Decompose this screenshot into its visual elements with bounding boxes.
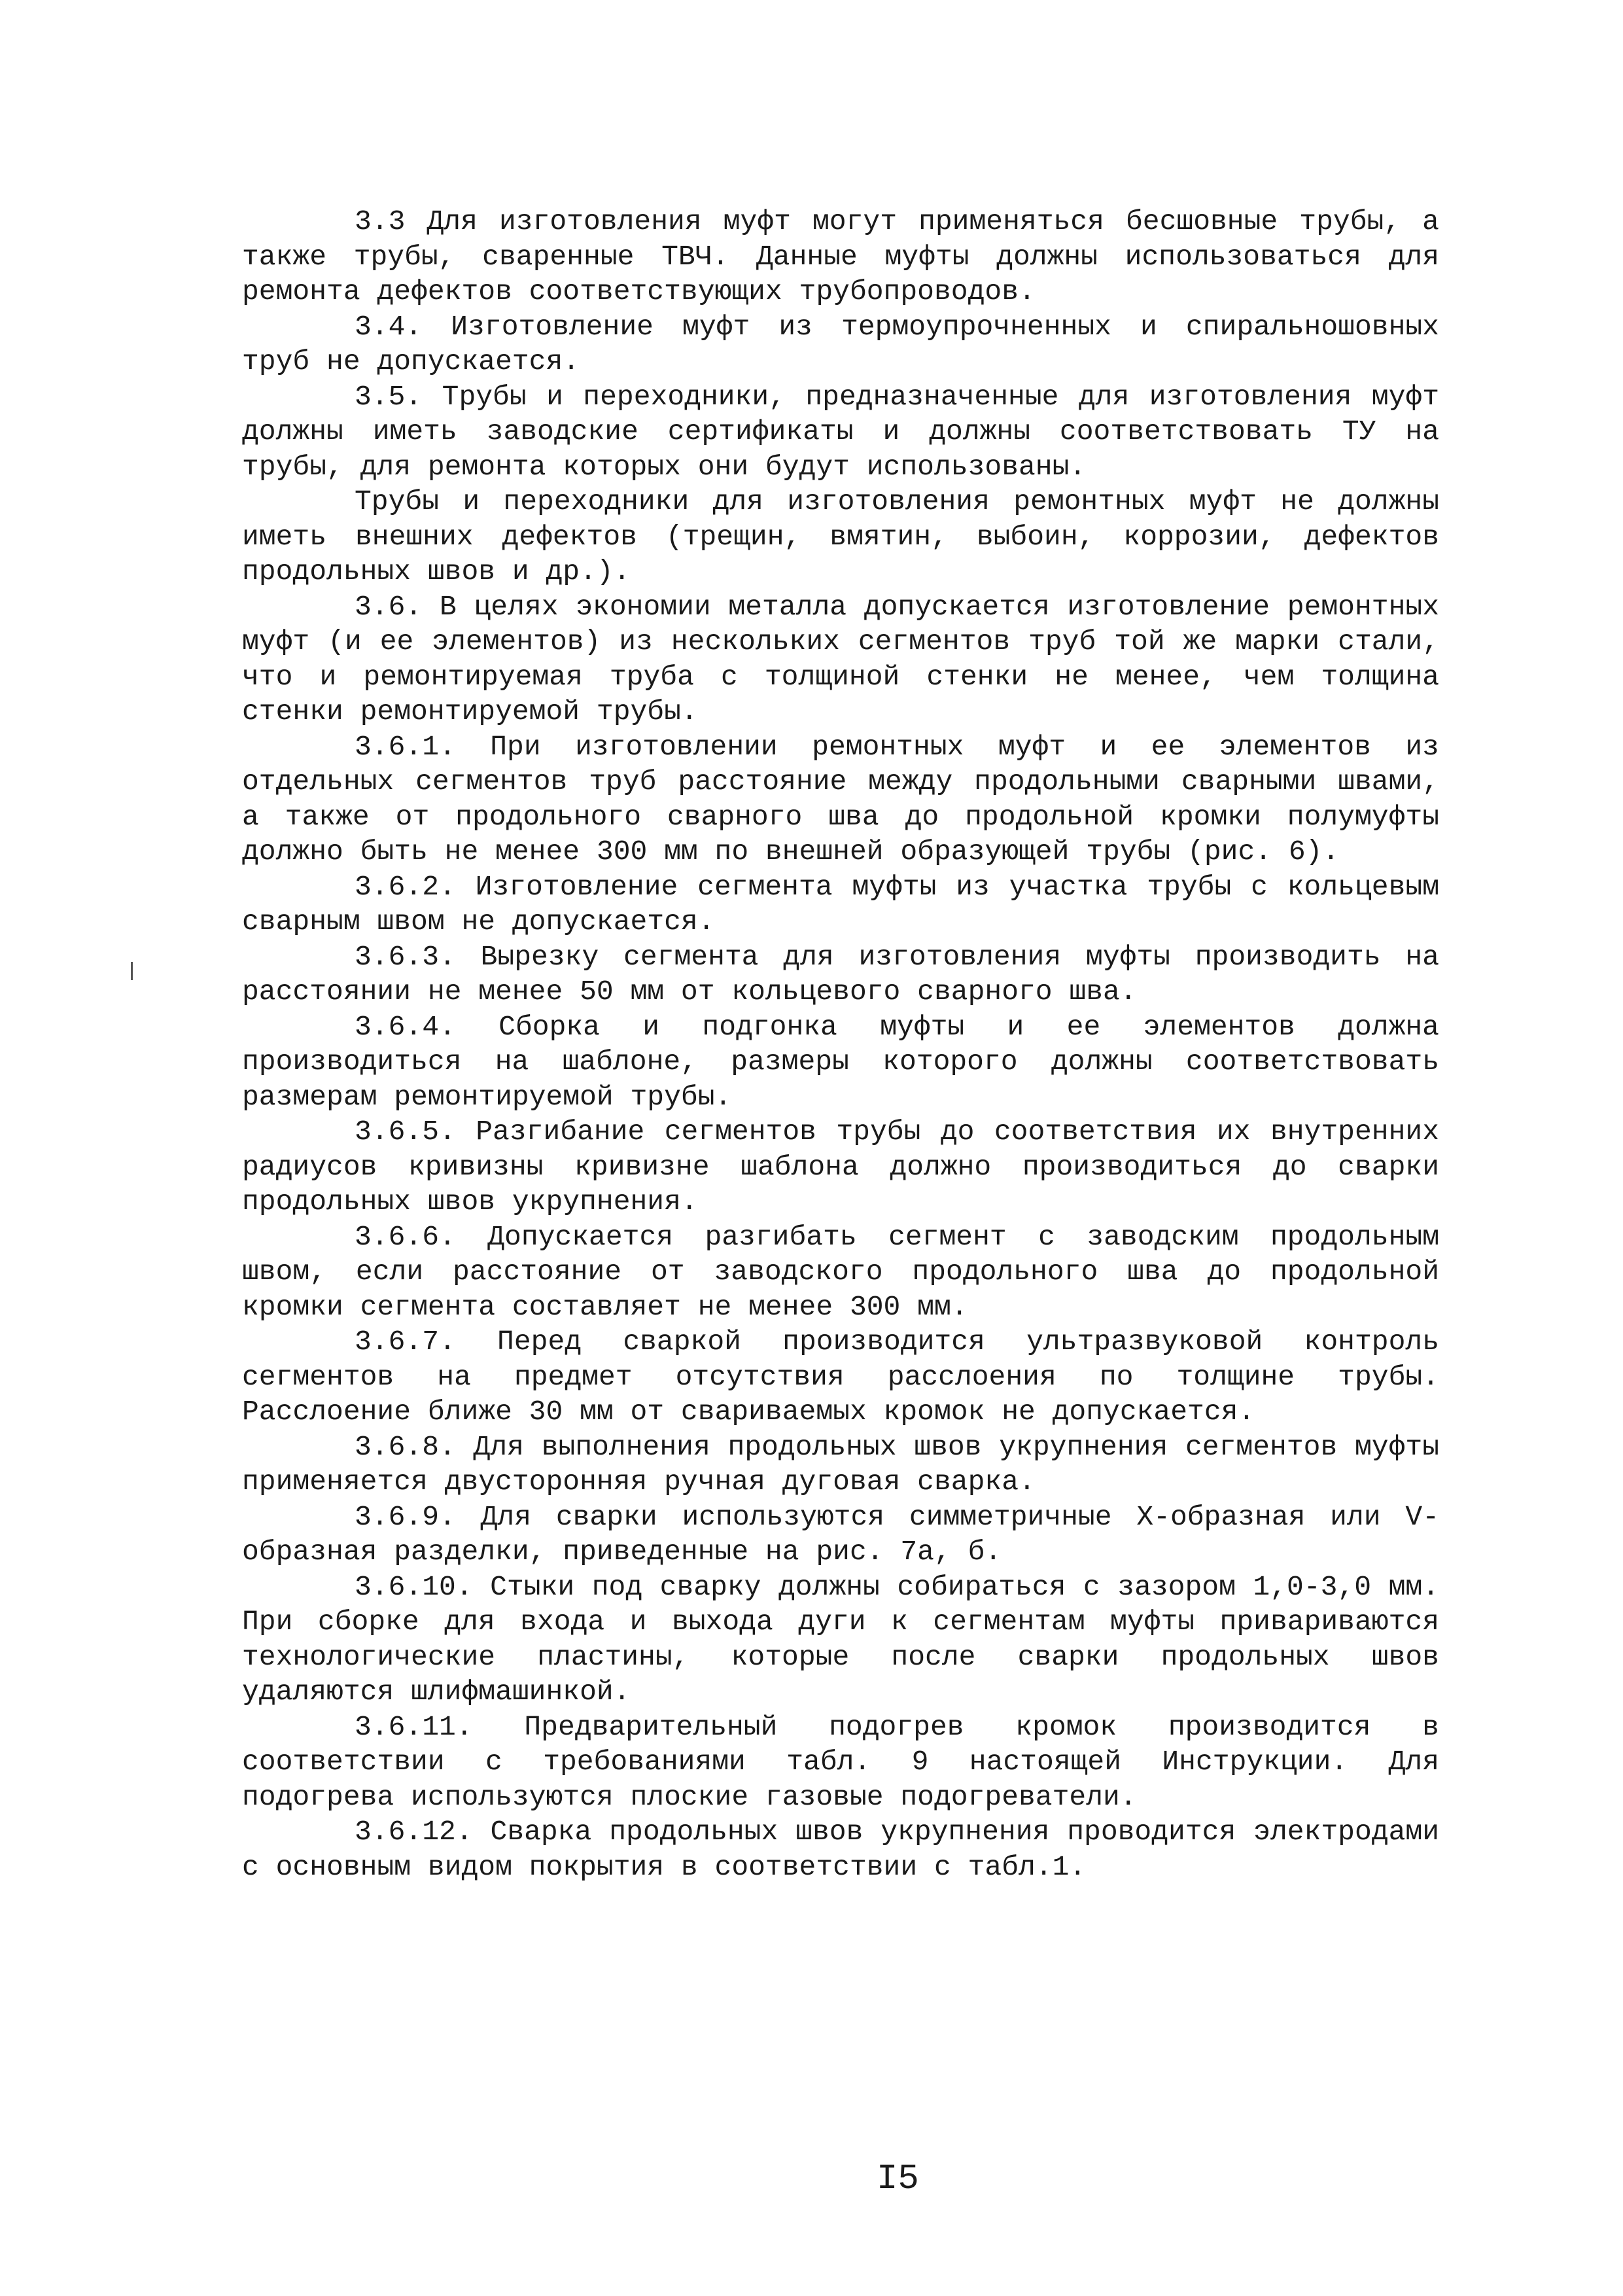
paragraph-3-6: 3.6. В целях экономии металла допускается изготовление ремонтных муфт (и ее элементов) из нескольких сегментов труб той же марки стали, что и ремонтируемая труба с толщиной стенки не менее, чем толщина стенки ремонтируемой трубы. <box>242 590 1439 728</box>
body-text <box>242 204 1439 1884</box>
margin-mark <box>131 962 133 980</box>
paragraph-3-6-10: 3.6.10. Стыки под сварку должны собираться с зазором 1,0-3,0 мм. При сборке для входа и выхода дуги к сегментам муфты привариваются технологические пластины, которые после сварки продольных швов удаляются шлифмашинкой. <box>242 1570 1439 1708</box>
paragraph-3-5-continued: Трубы и переходники для изготовления ремонтных муфт не должны иметь внешних дефектов (трещин, вмятин, выбоин, коррозии, дефектов продольных швов и др.). <box>242 486 1439 588</box>
paragraph-3-6-1: 3.6.1. При изготовлении ремонтных муфт и ее элементов из отдельных сегментов труб расстояние между продольными сварными швами, а также от продольного сварного шва до продольной кромки полумуфты должно быть не менее 300 мм по внешней образующей трубы (рис. 6). <box>242 730 1439 868</box>
paragraph-3-6-5: 3.6.5. Разгибание сегментов трубы до соответствия их внутренних радиусов кривизны кривизне шаблона должно производиться до сварки продольных швов укрупнения. <box>242 1116 1439 1218</box>
paragraph-3-4: 3.4. Изготовление муфт из термоупрочненных и спиральношовных труб не допускается. <box>242 310 1439 378</box>
paragraph-3-3: 3.3 Для изготовления муфт могут применяться бесшовные трубы, а также трубы, сваренные ТВЧ. Данные муфты должны использоваться для ремонта дефектов соответствующих трубопроводов. <box>242 205 1439 308</box>
paragraph-3-6-9: 3.6.9. Для сварки используются симметричные Х-образная или V-образная разделки, приведенные на рис. 7а, б. <box>242 1500 1439 1568</box>
paragraph-3-5: 3.5. Трубы и переходники, предназначенные для изготовления муфт должны иметь заводские сертификаты и должны соответствовать ТУ на трубы, для ремонта которых они будут использованы. <box>242 380 1439 483</box>
paragraph-3-6-4: 3.6.4. Сборка и подгонка муфты и ее элементов должна производиться на шаблоне, размеры которого должны соответствовать размерам ремонтируемой трубы. <box>242 1010 1439 1113</box>
paragraph-3-6-8: 3.6.8. Для выполнения продольных швов укрупнения сегментов муфты применяется двусторонняя ручная дуговая сварка. <box>242 1430 1439 1498</box>
paragraph-3-6-7: 3.6.7. Перед сваркой производится ультразвуковой контроль сегментов на предмет отсутствия расслоения по толщине трубы. Расслоение ближе 30 мм от свариваемых кромок не допускается. <box>242 1326 1439 1428</box>
paragraph-3-6-2: 3.6.2. Изготовление сегмента муфты из участка трубы с кольцевым сварным швом не допускается. <box>242 870 1439 938</box>
paragraph-3-6-6: 3.6.6. Допускается разгибать сегмент с заводским продольным швом, если расстояние от заводского продольного шва до продольной кромки сегмента составляет не менее 300 мм. <box>242 1220 1439 1323</box>
paragraph-3-6-12: 3.6.12. Сварка продольных швов укрупнения проводится электродами с основным видом покрытия в соответствии с табл.1. <box>242 1816 1439 1883</box>
paragraph-3-6-3: 3.6.3. Вырезку сегмента для изготовления муфты производить на расстоянии не менее 50 мм от кольцевого сварного шва. <box>242 940 1439 1008</box>
page-number: I5 <box>877 2159 919 2199</box>
paragraph-3-6-11: 3.6.11. Предварительный подогрев кромок производится в соответствии с требованиями табл. 9 настоящей Инструкции. Для подогрева используются плоские газовые подогреватели. <box>242 1710 1439 1813</box>
